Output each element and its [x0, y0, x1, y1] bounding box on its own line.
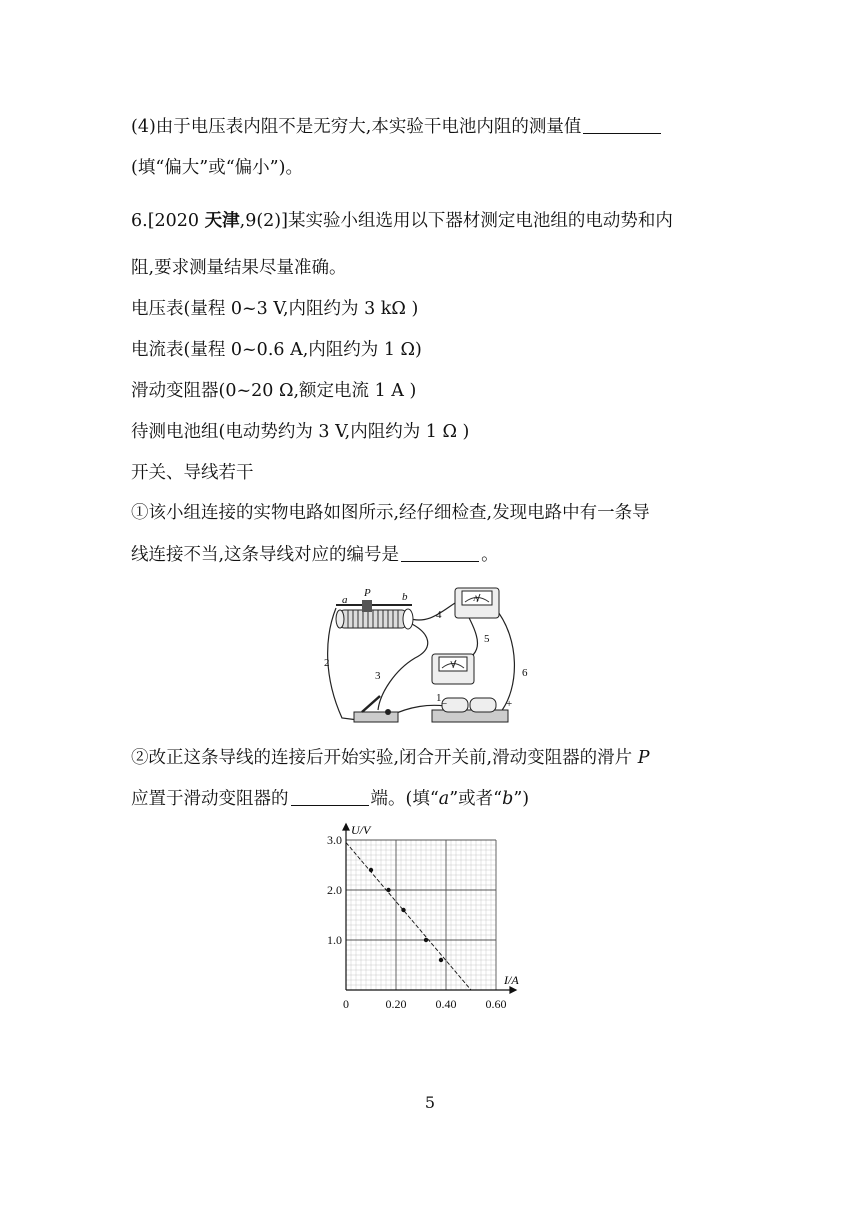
wire-label-5: 5 — [484, 633, 490, 645]
wire-4 — [408, 600, 460, 620]
material-battery: 待测电池组(电动势约为 3 V,内阻约为 1 Ω ) — [131, 422, 470, 442]
x-axis-label: I/A — [504, 973, 519, 987]
x-axis-arrow — [510, 987, 516, 993]
material-switch: 开关、导线若干 — [131, 463, 254, 483]
wire-label-1: 1 — [436, 692, 442, 704]
part1-line2: 线连接不当,这条导线对应的编号是 。 — [131, 545, 499, 565]
source-bold: 天津 — [204, 211, 240, 231]
data-point — [439, 958, 443, 962]
material-ammeter: 电流表(量程 0~0.6 A,内阻约为 1 Ω) — [131, 340, 422, 360]
x-tick-label: 0 — [343, 997, 349, 1011]
fit-line — [346, 843, 471, 991]
q4-line1: (4)由于电压表内阻不是无穷大,本实验干电池内阻的测量值 — [131, 115, 663, 139]
ammeter — [455, 588, 499, 618]
data-point — [401, 908, 405, 912]
slider-p — [362, 600, 372, 612]
wire-label-3: 3 — [375, 670, 381, 682]
switch — [354, 696, 398, 722]
data-point — [386, 888, 390, 892]
q4-line2: (填“偏大”或“偏小”)。 — [131, 158, 303, 178]
label-p: P — [364, 587, 371, 599]
label-a: a — [342, 594, 348, 606]
y-axis-arrow — [343, 824, 349, 830]
voltmeter — [432, 654, 474, 684]
part1-line1: ①该小组连接的实物电路如图所示,经仔细检查,发现电路中有一条导 — [131, 503, 650, 523]
wire-3 — [378, 623, 428, 710]
wire-label-2: 2 — [324, 657, 330, 669]
label-voltmeter: V — [450, 660, 456, 669]
q6-intro-line2: 阻,要求测量结果尽量准确。 — [131, 258, 347, 278]
y-tick-label: 1.0 — [327, 933, 342, 947]
label-b: b — [402, 591, 408, 603]
material-voltmeter: 电压表(量程 0~3 V,内阻约为 3 kΩ ) — [131, 299, 419, 319]
answer-blank[interactable] — [401, 545, 479, 562]
u-i-graph — [318, 816, 548, 1016]
rheostat — [336, 600, 413, 629]
wire-label-4: 4 — [436, 609, 442, 621]
answer-blank[interactable] — [583, 117, 661, 134]
x-tick-label: 0.20 — [385, 997, 407, 1011]
page-number: 5 — [424, 1093, 436, 1112]
material-rheostat: 滑动变阻器(0~20 Ω,额定电流 1 A ) — [131, 381, 417, 401]
label-ammeter: A — [473, 594, 479, 603]
x-tick-label: 0.40 — [435, 997, 457, 1011]
part2-line1: ②改正这条导线的连接后开始实验,闭合开关前,滑动变阻器的滑片 P — [131, 748, 650, 768]
part2-line2: 应置于滑动变阻器的 端。(填“a”或者“b”) — [131, 789, 530, 809]
battery-plus: + — [506, 698, 513, 710]
y-axis-label: U/V — [351, 823, 371, 837]
wire-label-6: 6 — [522, 667, 528, 679]
battery-minus: − — [441, 698, 448, 710]
answer-blank[interactable] — [291, 789, 369, 806]
y-tick-label: 3.0 — [327, 833, 342, 847]
data-point — [369, 868, 373, 872]
x-tick-label: 0.60 — [485, 997, 507, 1011]
data-point — [424, 938, 428, 942]
circuit-diagram — [320, 578, 528, 733]
q6-intro-line1: 6.[2020 天津,9(2)]某实验小组选用以下器材测定电池组的电动势和内 — [131, 211, 673, 231]
y-tick-label: 2.0 — [327, 883, 342, 897]
